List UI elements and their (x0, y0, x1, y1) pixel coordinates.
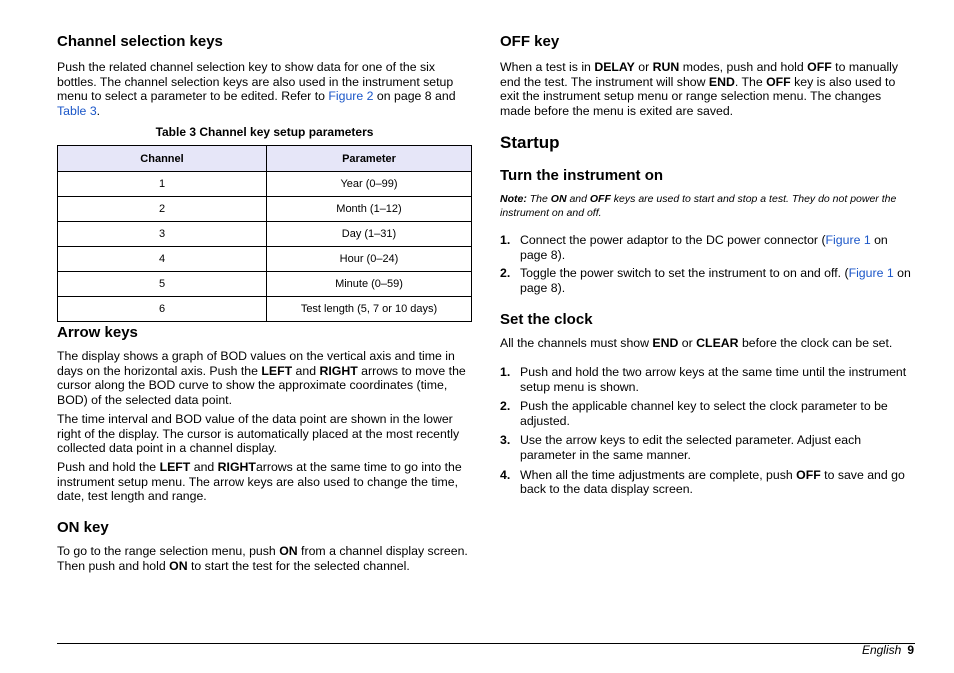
table-caption: Table 3 Channel key setup parameters (155, 125, 374, 139)
cell-parameter: Year (0–99) (267, 172, 472, 197)
turn-on-heading: Turn the instrument on (500, 167, 664, 184)
table-header-row (58, 146, 472, 172)
list-item: 2. Push the applicable channel key to select the clock parameter to be adjusted. (500, 399, 888, 428)
set-clock-heading: Set the clock (500, 311, 593, 328)
cell-channel: 5 (58, 272, 267, 297)
figure-1-link[interactable]: Figure 1 (848, 266, 894, 281)
footer-rule (57, 643, 915, 644)
header-channel: Channel (58, 146, 267, 172)
off-key-heading: OFF key (500, 33, 560, 50)
cell-channel: 1 (58, 172, 267, 197)
channel-selection-paragraph: Push the related channel selection key to show data for one of the six bottles. The channel selection keys are also used in the instrument setup menu to select a parameter to be edited. Refer to Figure 2 on page 8 and Table 3. (57, 60, 456, 118)
arrow-keys-heading: Arrow keys (57, 324, 138, 341)
channel-key-table (57, 145, 472, 322)
off-key-paragraph: When a test is in DELAY or RUN modes, push and hold OFF to manually end the test. The instrument will show END. The OFF key is also used to exit the instrument setup menu or range selection menu. The changes made before the menu is exited are saved. (500, 60, 899, 118)
cell-parameter: Day (1–31) (267, 222, 472, 247)
header-parameter: Parameter (267, 146, 472, 172)
list-item: 3. Use the arrow keys to edit the selected parameter. Adjust each parameter in the same manner. (500, 433, 862, 462)
figure-2-link[interactable]: Figure 2 (328, 89, 374, 104)
arrow-keys-paragraph-3: Push and hold the LEFT and RIGHTarrows at the same time to go into the instrument setup menu. The arrow keys are also used to change the time, date, test length and range. (57, 460, 462, 504)
note-paragraph: Note: The ON and OFF keys are used to start and stop a test. They do not power the instrument on and off. (500, 193, 897, 219)
table-row (58, 297, 472, 322)
table-row (58, 222, 472, 247)
channel-selection-heading: Channel selection keys (57, 33, 223, 50)
table-row (58, 272, 472, 297)
figure-1-link[interactable]: Figure 1 (825, 233, 871, 247)
set-clock-steps (500, 365, 915, 497)
page-number: 9 (907, 643, 914, 657)
list-item: 1. Connect the power adaptor to the DC power connector (Figure 1 on page 8). (500, 233, 888, 262)
cell-parameter: Month (1–12) (267, 197, 472, 222)
table-row (58, 197, 472, 222)
cell-parameter: Minute (0–59) (267, 272, 472, 297)
turn-on-steps (500, 233, 915, 295)
page-footer (862, 643, 914, 657)
cell-channel: 2 (58, 197, 267, 222)
table-row (58, 172, 472, 197)
cell-channel: 3 (58, 222, 267, 247)
list-item: 2. Toggle the power switch to set the instrument to on and off. (Figure 1 on page 8). (500, 266, 911, 295)
on-key-heading: ON key (57, 519, 109, 536)
cell-parameter: Test length (5, 7 or 10 days) (267, 297, 472, 322)
arrow-keys-paragraph-2: The time interval and BOD value of the data point are shown in the lower right of the display. The cursor is automatically placed at the most recently collected data point in a channel display. (57, 412, 460, 456)
footer-language: English (861, 643, 902, 657)
startup-heading: Startup (500, 133, 560, 152)
cell-parameter: Hour (0–24) (267, 247, 472, 272)
list-item: 4. When all the time adjustments are complete, push OFF to save and go back to the data display screen. (500, 467, 905, 497)
on-key-paragraph: To go to the range selection menu, push ON from a channel display screen. Then push and hold ON to start the test for the selected channel. (57, 544, 468, 573)
cell-channel: 6 (58, 297, 267, 322)
arrow-keys-paragraph-1: The display shows a graph of BOD values on the vertical axis and time in days on the horizontal axis. Push the LEFT and RIGHT arrows to move the cursor along the BOD curve to show the approximate coordinates (time, BOD) of the selected data point. (57, 349, 466, 407)
cell-channel: 4 (58, 247, 267, 272)
set-clock-paragraph: All the channels must show END or CLEAR before the clock can be set. (500, 336, 893, 350)
list-item: 1. Push and hold the two arrow keys at the same time until the instrument setup menu is shown. (500, 365, 907, 394)
table-row (58, 247, 472, 272)
table-3-link[interactable]: Table 3 (57, 103, 97, 118)
